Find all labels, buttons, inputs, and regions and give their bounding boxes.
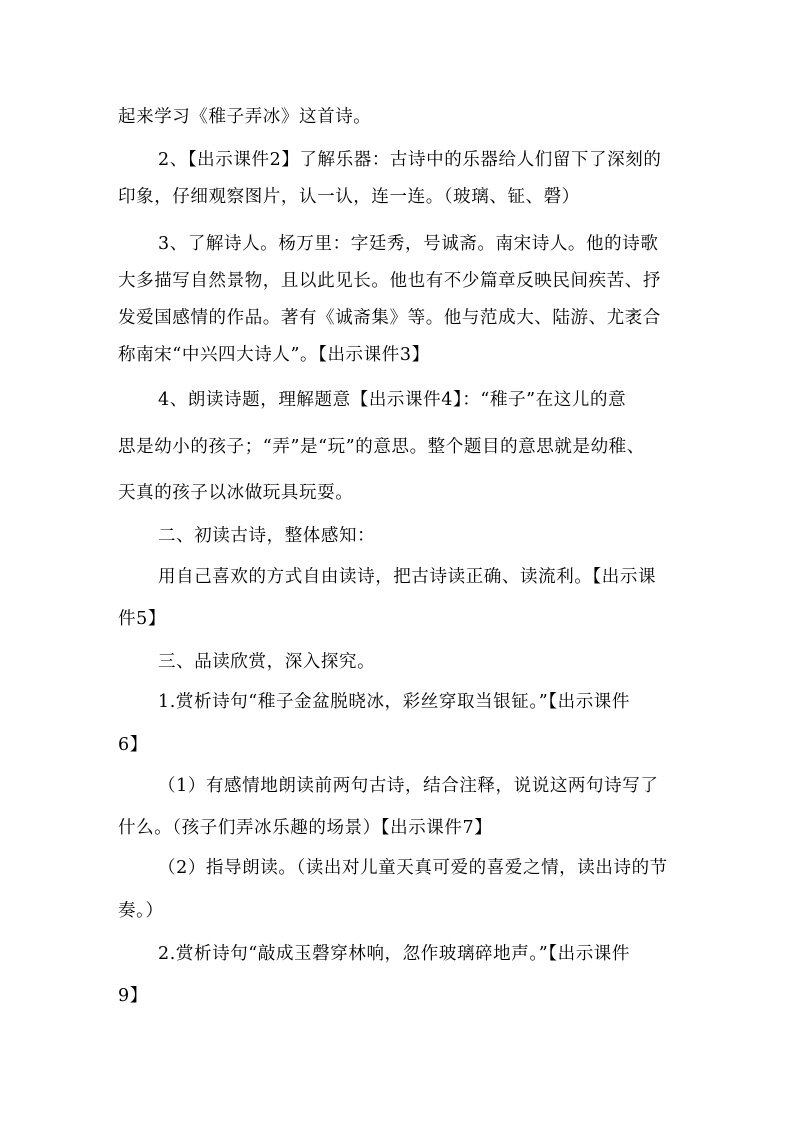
text-line: 发爱国感情的作品。著有《诚斋集》等。他与范成大、陆游、尤袤合 xyxy=(118,308,661,328)
text-line: 2、【出示课件2】了解乐器：古诗中的乐器给人们留下了深刻的 xyxy=(158,150,662,170)
text-line: 二、初读古诗，整体感知： xyxy=(158,526,376,546)
text-line: 9】 xyxy=(118,986,148,1006)
text-line: （2）指导朗读。（读出对儿童天真可爱的喜爱之情，读出诗的节 xyxy=(158,858,668,878)
text-line: 奏。） xyxy=(118,901,164,921)
text-line: 1.赏析诗句“稚子金盆脱晓冰，彩丝穿取当银钲。”【出示课件 xyxy=(158,692,630,712)
text-line: 件5】 xyxy=(118,609,166,629)
text-line: 4、朗读诗题，理解题意【出示课件4】：“稚子”在这儿的意 xyxy=(158,390,627,410)
text-line: 思是幼小的孩子；“弄”是“玩”的意思。整个题目的意思就是幼稚、 xyxy=(118,437,645,457)
text-line: （1）有感情地朗读前两句古诗，结合注释，说说这两句诗写了 xyxy=(158,776,659,796)
text-line: 三、品读欣赏，深入探究。 xyxy=(158,652,376,672)
text-line: 2.赏析诗句“敲成玉磬穿林响，忽作玻璃碎地声。”【出示课件 xyxy=(158,944,630,964)
text-line: 天真的孩子以冰做玩具玩耍。 xyxy=(118,483,354,503)
text-line: 3、了解诗人。杨万里：字廷秀，号诚斋。南宋诗人。他的诗歌 xyxy=(158,234,659,254)
text-line: 什么。（孩子们弄冰乐趣的场景）【出示课件7】 xyxy=(118,818,493,838)
text-line: 大多描写自然景物，且以此见长。他也有不少篇章反映民间疾苦、抒 xyxy=(118,271,661,291)
text-line: 起来学习《稚子弄冰》这首诗。 xyxy=(118,107,372,127)
text-line: 用自己喜欢的方式自由读诗，把古诗读正确、读流利。【出示课 xyxy=(158,567,657,587)
text-line: 6】 xyxy=(118,735,148,755)
text-line: 称南宋“中兴四大诗人”。【出示课件3】 xyxy=(118,345,430,365)
text-line: 印象，仔细观察图片，认一认，连一连。（玻璃、钲、磬） xyxy=(118,187,580,207)
